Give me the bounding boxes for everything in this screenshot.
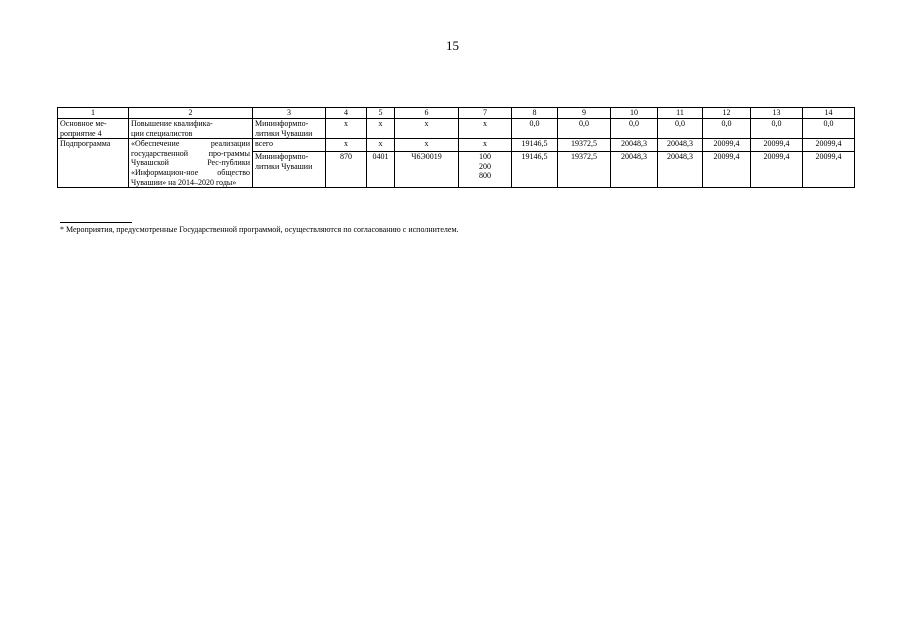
table-header-row bbox=[58, 108, 855, 119]
table-cell: Ч6Э0019 bbox=[395, 152, 459, 188]
table-cell: 0,0 bbox=[512, 119, 558, 139]
table-cell: 0,0 bbox=[658, 119, 703, 139]
column-header: 10 bbox=[611, 108, 658, 119]
table-cell: Мининформпо- литики Чувашии bbox=[253, 119, 326, 139]
table-cell: 19146,5 bbox=[512, 139, 558, 152]
page-number: 15 bbox=[446, 38, 459, 53]
table-cell: x bbox=[326, 119, 367, 139]
table-cell: 20099,4 bbox=[703, 152, 751, 188]
column-header: 2 bbox=[129, 108, 253, 119]
table-cell: всего bbox=[253, 139, 326, 152]
table-cell: 20099,4 bbox=[703, 139, 751, 152]
table-cell: x bbox=[367, 119, 395, 139]
table-cell: 19372,5 bbox=[558, 139, 611, 152]
footnote-divider bbox=[60, 222, 132, 223]
table-cell: «Обеспечение реализации государственной про-граммы Чувашской Рес-публики «Информацион-ное общество Чувашии» на 2014–2020 годы» bbox=[129, 139, 253, 188]
table-row bbox=[58, 119, 855, 139]
table-cell: 20048,3 bbox=[611, 152, 658, 188]
table-cell: Основное ме- роприятие 4 bbox=[58, 119, 129, 139]
table-cell: x bbox=[326, 139, 367, 152]
table-cell: 20099,4 bbox=[751, 152, 803, 188]
table-cell: 870 bbox=[326, 152, 367, 188]
table-cell: 20048,3 bbox=[611, 139, 658, 152]
table-cell: x bbox=[395, 119, 459, 139]
table-cell: 0401 bbox=[367, 152, 395, 188]
budget-table bbox=[57, 107, 855, 188]
column-header: 5 bbox=[367, 108, 395, 119]
table-cell: Повышение квалифика- ции специалистов bbox=[129, 119, 253, 139]
table-row bbox=[58, 139, 855, 152]
table-cell: 0,0 bbox=[803, 119, 855, 139]
table-cell: x bbox=[459, 119, 512, 139]
table-cell: 0,0 bbox=[703, 119, 751, 139]
table-cell: 19146,5 bbox=[512, 152, 558, 188]
table-cell: 20099,4 bbox=[751, 139, 803, 152]
column-header: 11 bbox=[658, 108, 703, 119]
table-cell: 20048,3 bbox=[658, 139, 703, 152]
table-cell: 20099,4 bbox=[803, 152, 855, 188]
column-header: 1 bbox=[58, 108, 129, 119]
footnote: * Мероприятия, предусмотренные Государственной программой, осуществляются по согласованию с исполнителем. bbox=[60, 225, 459, 234]
table-cell: 0,0 bbox=[611, 119, 658, 139]
column-header: 6 bbox=[395, 108, 459, 119]
column-header: 13 bbox=[751, 108, 803, 119]
table-cell: 20099,4 bbox=[803, 139, 855, 152]
column-header: 12 bbox=[703, 108, 751, 119]
column-header: 14 bbox=[803, 108, 855, 119]
column-header: 7 bbox=[459, 108, 512, 119]
column-header: 3 bbox=[253, 108, 326, 119]
table-cell: 0,0 bbox=[558, 119, 611, 139]
column-header: 4 bbox=[326, 108, 367, 119]
table-cell: 19372,5 bbox=[558, 152, 611, 188]
table-cell: Мининформпо- литики Чувашии bbox=[253, 152, 326, 188]
table-cell: 20048,3 bbox=[658, 152, 703, 188]
table-cell: Подпрограмма bbox=[58, 139, 129, 188]
column-header: 8 bbox=[512, 108, 558, 119]
table-cell: 0,0 bbox=[751, 119, 803, 139]
table-cell: x bbox=[395, 139, 459, 152]
table-cell: x bbox=[459, 139, 512, 152]
table-cell: 100 200 800 bbox=[459, 152, 512, 188]
column-header: 9 bbox=[558, 108, 611, 119]
table-cell: x bbox=[367, 139, 395, 152]
